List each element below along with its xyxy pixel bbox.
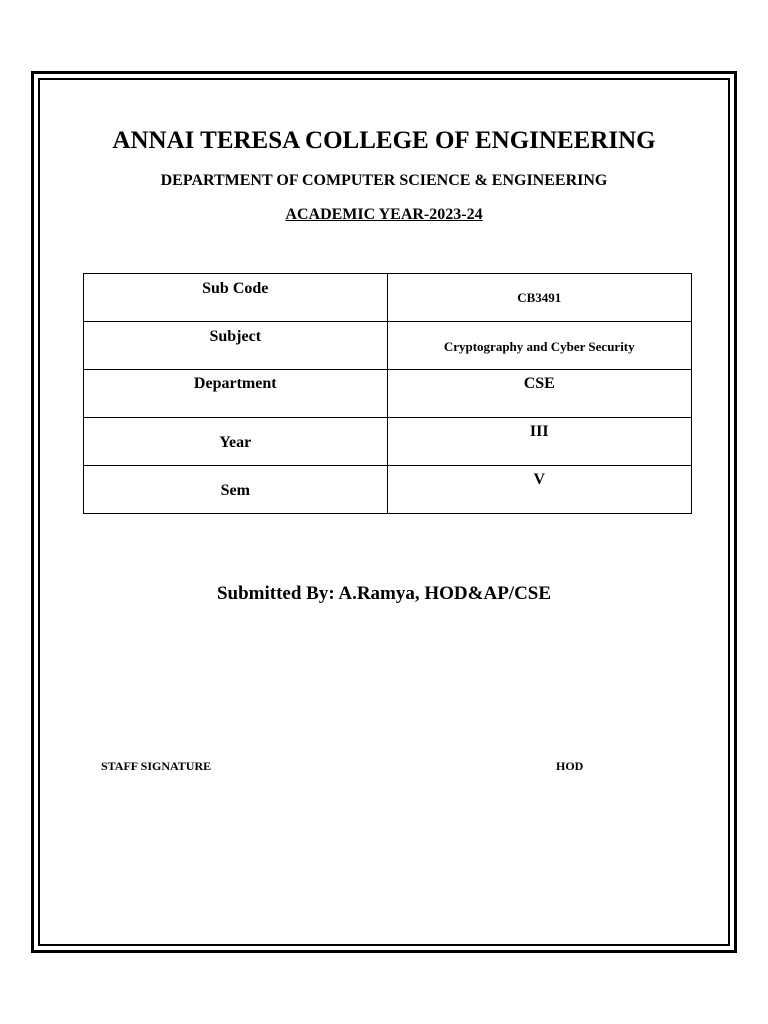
course-info-table (83, 273, 692, 514)
table-cell-label (84, 466, 388, 514)
submitted-by: Submitted By: A.Ramya, HOD&AP/CSE (216, 583, 552, 604)
staff-signature-label: STAFF SIGNATURE (101, 759, 212, 773)
table-cell-label (84, 322, 388, 370)
table-cell-value (387, 370, 692, 418)
table-cell-value (387, 466, 692, 514)
table-row (84, 274, 692, 322)
academic-year: ACADEMIC YEAR-2023-24 (285, 206, 483, 223)
sem-value: V (533, 471, 546, 488)
table-cell-label (84, 274, 388, 322)
table-cell-label (84, 370, 388, 418)
department-value: CSE (523, 375, 555, 392)
table-cell-value (387, 322, 692, 370)
sub-code-label: Sub Code (202, 280, 269, 297)
subject-value: Cryptography and Cyber Security (443, 339, 635, 354)
table-row (84, 370, 692, 418)
subject-label: Subject (209, 328, 262, 345)
college-title: ANNAI TERESA COLLEGE OF ENGINEERING (112, 127, 656, 154)
hod-signature-label: HOD (556, 759, 584, 773)
table-row (84, 418, 692, 466)
department-label: Department (193, 375, 277, 392)
table-cell-value (387, 418, 692, 466)
sem-label: Sem (220, 482, 250, 499)
department-title: DEPARTMENT OF COMPUTER SCIENCE & ENGINEERING (160, 172, 608, 189)
sub-code-value: CB3491 (517, 290, 562, 305)
table-row (84, 322, 692, 370)
table-row (84, 466, 692, 514)
table-cell-label (84, 418, 388, 466)
table-cell-value (387, 274, 692, 322)
year-value: III (529, 423, 549, 440)
year-label: Year (219, 434, 252, 451)
